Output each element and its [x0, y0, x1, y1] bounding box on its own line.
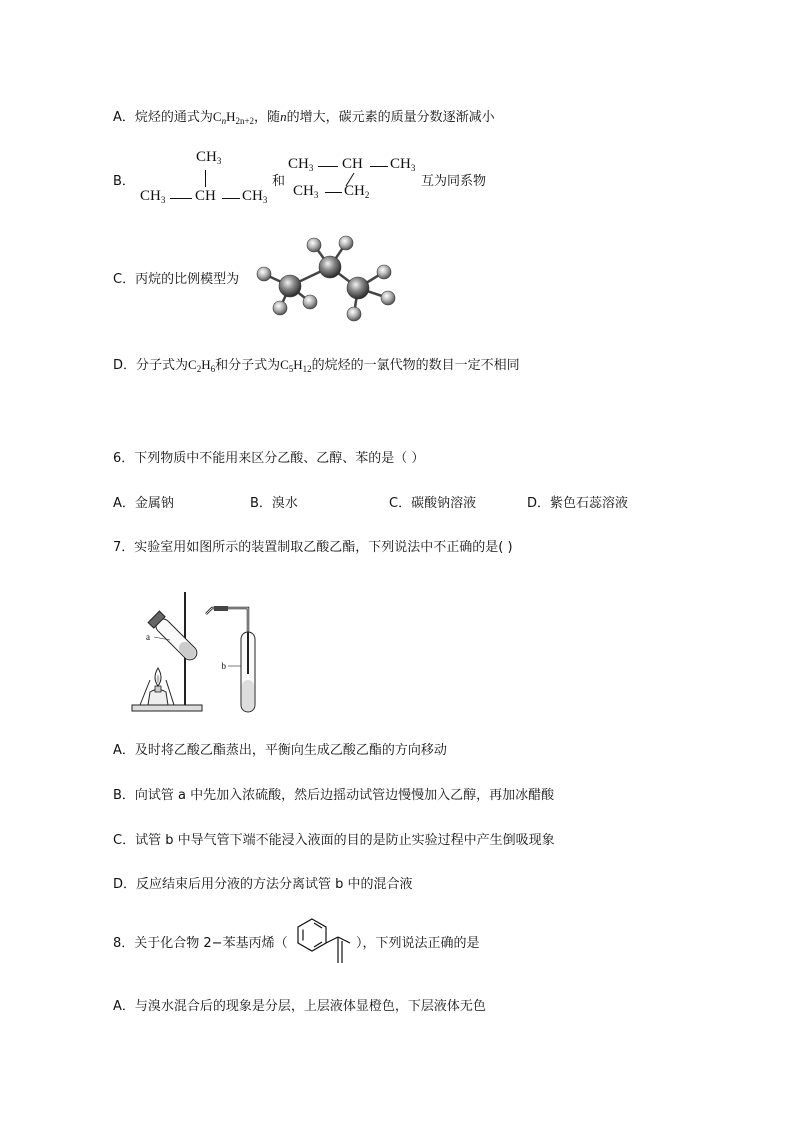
q8-option-a: A．与溴水混合后的现象是分层，上层液体显橙色，下层液体无色: [113, 999, 486, 1014]
q5-d-p2: 和分子式为: [215, 358, 281, 373]
q5-option-a: [113, 107, 495, 131]
q5-d-p1: D．分子式为: [113, 358, 189, 373]
s1-bond-right: [222, 198, 240, 199]
s2-bond-right: [370, 166, 388, 167]
2-phenylpropene-structure: [294, 915, 356, 967]
q5-a-suffix: 的增大，碳元素的质量分数逐渐减小: [286, 110, 495, 125]
delivery-tube: [206, 608, 248, 638]
q8-stem-suffix: ），下列说法正确的是: [356, 936, 480, 951]
stand-base: [132, 705, 202, 711]
formula-c: C: [212, 109, 222, 124]
s1-left-ch3: $CH_3$: [140, 188, 166, 205]
s2-bond-left: [318, 166, 338, 167]
label-b: b: [221, 661, 226, 671]
s2-bottom-bond: [325, 192, 342, 193]
q5-a-mid: ，随: [254, 110, 281, 125]
s2-bottom-ch2: $CH_2$: [344, 183, 370, 200]
q7-option-d: D．反应结束后用分液的方法分离试管 b 中的混合液: [113, 877, 413, 892]
tube-b-liquid: [242, 680, 254, 711]
formula-h-sub: 2n+2: [235, 116, 255, 126]
q6-option-b: B．溴水: [250, 496, 298, 511]
s1-top-ch3: $CH_3$: [196, 149, 222, 166]
s1-right-ch3: $CH_3$: [242, 188, 268, 205]
s1-bond-left: [170, 198, 192, 199]
q6-option-d: D．紫色石蕊溶液: [527, 496, 629, 511]
q5-option-c: C．丙烷的比例模型为: [113, 272, 240, 287]
formula-c-sub: n: [221, 116, 227, 126]
q5-option-d: [113, 355, 520, 379]
ethyl-acetate-apparatus: [130, 588, 280, 718]
lamp-wick-holder: [155, 686, 161, 692]
q7-option-b: B．向试管 a 中先加入浓硫酸，然后边摇动试管边慢慢加入乙醇，再加冰醋酸: [113, 788, 555, 803]
s2-mid-ch: CH: [342, 156, 363, 172]
q6-option-c: C．碳酸钠溶液: [389, 496, 477, 511]
and-text: 和: [272, 174, 286, 189]
s2-vertical-bond: [340, 172, 360, 188]
q7-option-a: A．及时将乙酸乙酯蒸出，平衡向生成乙酸乙酯的方向移动: [113, 743, 447, 758]
q5-d-p3: 的烷烃的一氯代物的数目一定不相同: [311, 358, 520, 373]
q5-option-b-label: B．: [113, 174, 135, 189]
var-n: n: [280, 109, 287, 124]
q5-a-prefix: A．烷烃的通式为: [113, 110, 213, 125]
tube-joint: [214, 606, 228, 611]
formula-c5h12: $C_5H_{12}$: [280, 357, 312, 374]
s1-vertical-bond: [205, 170, 206, 187]
benzene-ring: [298, 919, 326, 951]
s2-bottom-ch3: $CH_3$: [293, 183, 319, 200]
s2-left-ch3: $CH_3$: [288, 156, 314, 173]
propane-space-filling-model: [250, 230, 400, 326]
alkane-formula: [213, 109, 254, 124]
q7-stem: 7．实验室用如图所示的装置制取乙酸乙酯，下列说法中不正确的是( ): [113, 540, 513, 555]
formula-c2h6: $C_2H_6$: [188, 357, 216, 374]
q6-stem: 6．下列物质中不能用来区分乙酸、乙醇、苯的是（ ）: [113, 451, 425, 466]
q8-stem-prefix: 8．关于化合物 2−苯基丙烯（: [113, 936, 288, 951]
q5-b-suffix: 互为同系物: [421, 174, 487, 189]
label-a: a: [146, 632, 150, 642]
q7-option-c: C．试管 b 中导气管下端不能浸入液面的目的是防止实验过程中产生倒吸现象: [113, 833, 555, 848]
q6-option-a: A．金属钠: [113, 496, 174, 511]
methyl-bond: [338, 937, 350, 943]
s1-mid-ch: CH: [195, 188, 216, 204]
formula-h: H: [226, 109, 236, 124]
s2-right-ch3: $CH_3$: [390, 156, 416, 173]
bond-to-alkene: [326, 937, 338, 943]
